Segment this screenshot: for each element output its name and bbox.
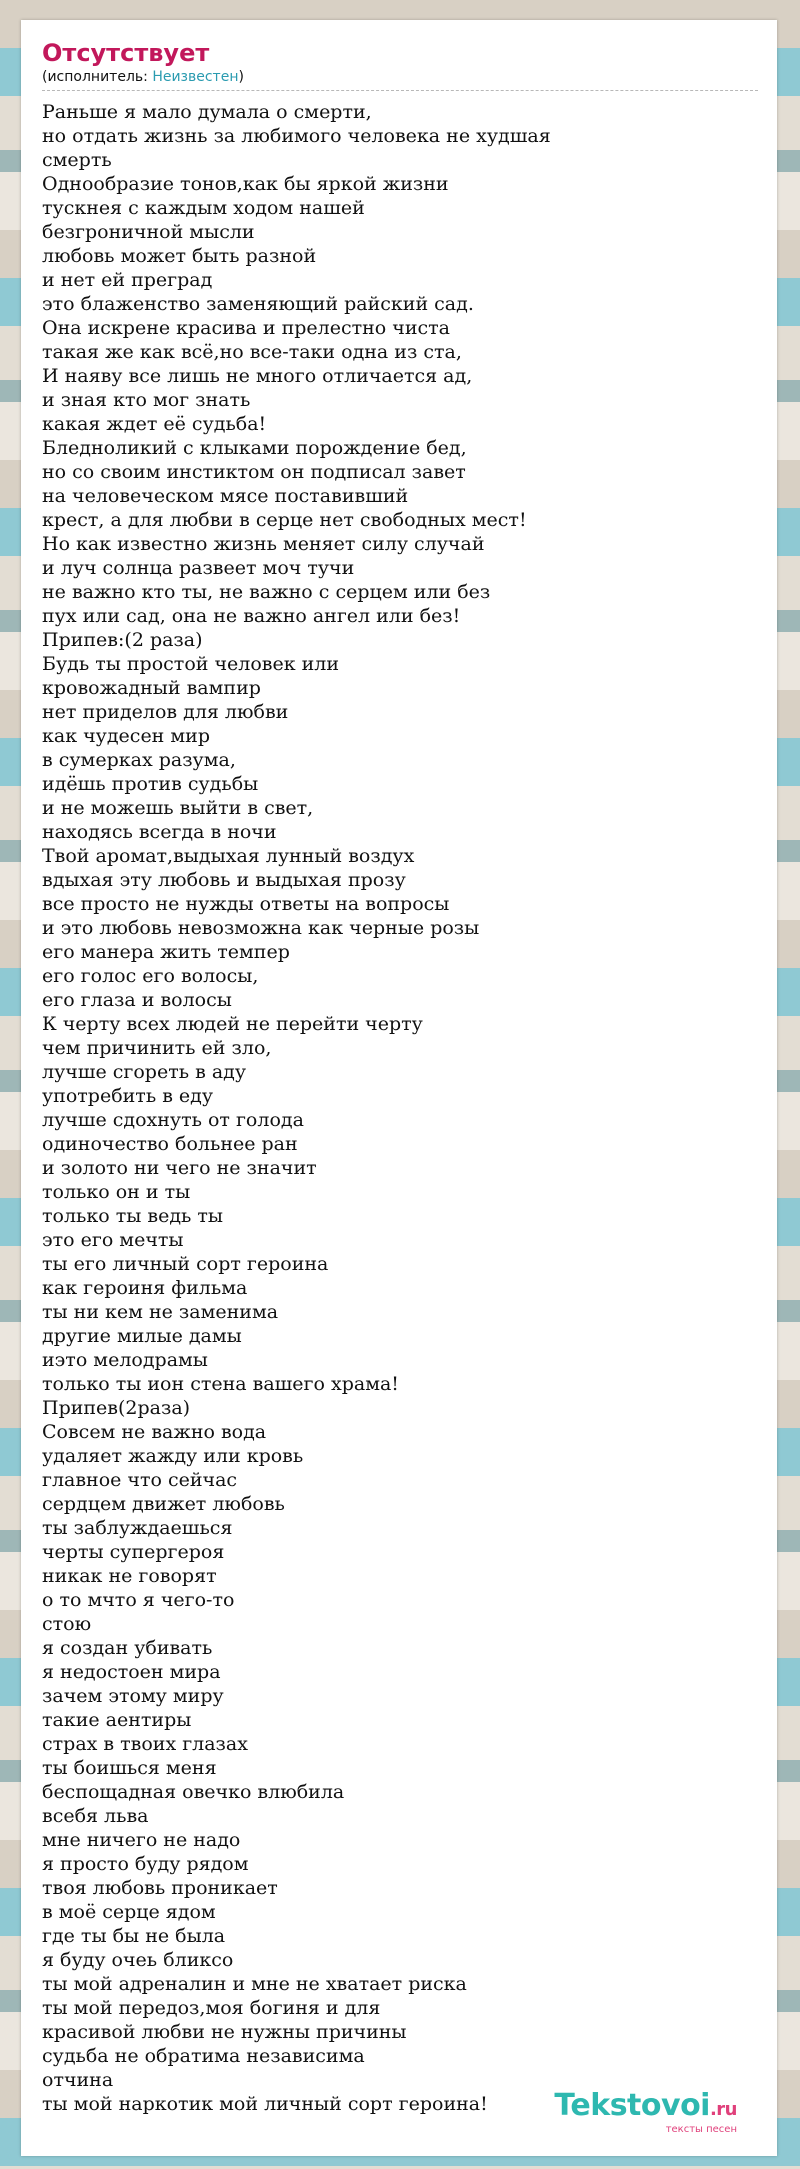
lyric-line: отчина (42, 2069, 114, 2091)
lyric-line: Раньше я мало думала о смерти, (42, 101, 372, 123)
lyric-line: страх в твоих глазах (42, 1733, 248, 1755)
lyrics-text (42, 100, 762, 2116)
lyric-line: ты ни кем не заменима (42, 1301, 279, 1323)
performer-link[interactable]: Неизвестен (152, 69, 239, 85)
lyric-line: такая же как всё,но все-таки одна из ста, (42, 341, 462, 363)
lyric-line: только ты ион стена вашего храма! (42, 1373, 399, 1395)
lyric-line: о то мчто я чего-то (42, 1589, 235, 1611)
logo-wordmark (554, 2090, 737, 2126)
lyric-line: Будь ты простой человек или (42, 653, 340, 675)
lyric-line: это его мечты (42, 1229, 184, 1251)
lyric-line: И наяву все лишь не много отличается ад, (42, 365, 473, 387)
lyric-line: смерть (42, 149, 112, 171)
lyric-line: судьба не обратима независима (42, 2045, 365, 2067)
lyric-line: тускнея с каждым ходом нашей (42, 197, 365, 219)
performer-prefix: (исполнитель: (42, 69, 153, 85)
lyric-line: зачем этому миру (42, 1685, 224, 1707)
lyric-line: любовь может быть разной (42, 245, 317, 267)
lyric-line: и не можешь выйти в свет, (42, 797, 314, 819)
lyric-line: сердцем движет любовь (42, 1493, 285, 1515)
lyric-line: Бледноликий с клыками порождение бед, (42, 437, 467, 459)
lyric-line: Но как известно жизнь меняет силу случай (42, 533, 485, 555)
lyric-line: находясь всегда в ночи (42, 821, 277, 843)
lyric-line: К черту всех людей не перейти черту (42, 1013, 423, 1035)
lyric-line: его глаза и волосы (42, 989, 232, 1011)
lyric-line: его голос его волосы, (42, 965, 259, 987)
lyric-line: ты мой адреналин и мне не хватает риска (42, 1973, 467, 1995)
lyric-line: я просто буду рядом (42, 1853, 249, 1875)
lyrics-card (21, 20, 777, 2156)
lyric-line: твоя любовь проникает (42, 1877, 278, 1899)
logo-tagline: тексты песен (665, 2124, 737, 2135)
lyric-line: и золото ни чего не значит (42, 1157, 317, 1179)
lyric-line: это блаженство заменяющий райский сад. (42, 293, 474, 315)
lyric-line: иэто мелодрамы (42, 1349, 208, 1371)
site-logo[interactable] (554, 2090, 737, 2136)
lyric-line: только он и ты (42, 1181, 191, 1203)
lyric-line: такие аентиры (42, 1709, 192, 1731)
lyric-line: главное что сейчас (42, 1469, 238, 1491)
lyric-line: пух или сад, она не важно ангел или без! (42, 605, 461, 627)
lyric-line: вдыхая эту любовь и выдыхая прозу (42, 869, 406, 891)
lyric-line: одиночество больнее ран (42, 1133, 298, 1155)
lyric-line: в сумерках разума, (42, 749, 236, 771)
lyric-line: ты заблуждаешься (42, 1517, 233, 1539)
lyric-line: безгроничной мысли (42, 221, 255, 243)
lyric-line: Твой аромат,выдыхая лунный воздух (42, 845, 415, 867)
lyric-line: ты мой наркотик мой личный сорт героина! (42, 2093, 488, 2115)
lyric-line: ты его личный сорт героина (42, 1253, 329, 1275)
song-title: Отсутствует (42, 39, 210, 67)
lyric-line: и зная кто мог знать (42, 389, 251, 411)
lyric-line: всебя льва (42, 1805, 149, 1827)
lyric-line: Совсем не важно вода (42, 1421, 267, 1443)
lyric-line: другие милые дамы (42, 1325, 242, 1347)
lyric-line: никак не говорят (42, 1565, 217, 1587)
song-header (42, 38, 758, 91)
lyric-line: удаляет жажду или кровь (42, 1445, 304, 1467)
lyric-line: не важно кто ты, не важно с серцем или без (42, 581, 491, 603)
lyric-line: но со своим инстиктом он подписал завет (42, 461, 466, 483)
lyric-line: какая ждет её судьба! (42, 413, 267, 435)
lyric-line: беспощадная овечко влюбила (42, 1781, 345, 1803)
lyric-line: я недостоен мира (42, 1661, 221, 1683)
lyric-line: черты супергероя (42, 1541, 225, 1563)
lyric-line: крест, а для любви в серце нет свободных мест! (42, 509, 527, 531)
lyric-line: его манера жить темпер (42, 941, 290, 963)
lyric-line: где ты бы не была (42, 1925, 226, 1947)
lyric-line: в моё серце ядом (42, 1901, 216, 1923)
lyric-line: я создан убивать (42, 1637, 213, 1659)
lyric-line: Однообразие тонов,как бы яркой жизни (42, 173, 449, 195)
logo-name: Tekstovoi (554, 2088, 710, 2123)
lyric-line: я буду очеь бликсо (42, 1949, 234, 1971)
logo-tld: .ru (709, 2099, 737, 2120)
lyric-line: на человеческом мясе поставивший (42, 485, 409, 507)
performer-suffix: ) (238, 69, 244, 85)
lyric-line: лучше сдохнуть от голода (42, 1109, 304, 1131)
lyric-line: Она искрене красива и прелестно чиста (42, 317, 450, 339)
lyric-line: нет приделов для любви (42, 701, 289, 723)
lyric-line: мне ничего не надо (42, 1829, 241, 1851)
lyric-line: ты мой передоз,моя богиня и для (42, 1997, 381, 2019)
lyric-line: употребить в еду (42, 1085, 214, 1107)
performer-line (42, 68, 758, 86)
lyric-line: Припев:(2 раза) (42, 629, 203, 651)
lyric-line: и нет ей преград (42, 269, 213, 291)
lyric-line: но отдать жизнь за любимого человека не худшая (42, 125, 551, 147)
lyric-line: все просто не нужды ответы на вопросы (42, 893, 450, 915)
lyric-line: идёшь против судьбы (42, 773, 259, 795)
lyric-line: лучше сгореть в аду (42, 1061, 247, 1083)
lyric-line: как героиня фильма (42, 1277, 248, 1299)
lyric-line: только ты ведь ты (42, 1205, 224, 1227)
lyric-line: ты боишься меня (42, 1757, 217, 1779)
lyric-line: и луч солнца развеет моч тучи (42, 557, 355, 579)
lyric-line: красивой любви не нужны причины (42, 2021, 407, 2043)
lyric-line: стою (42, 1613, 92, 1635)
lyric-line: как чудесен мир (42, 725, 210, 747)
lyric-line: кровожадный вампир (42, 677, 261, 699)
lyric-line: Припев(2раза) (42, 1397, 191, 1419)
lyric-line: и это любовь невозможна как черные розы (42, 917, 480, 939)
lyric-line: чем причинить ей зло, (42, 1037, 272, 1059)
